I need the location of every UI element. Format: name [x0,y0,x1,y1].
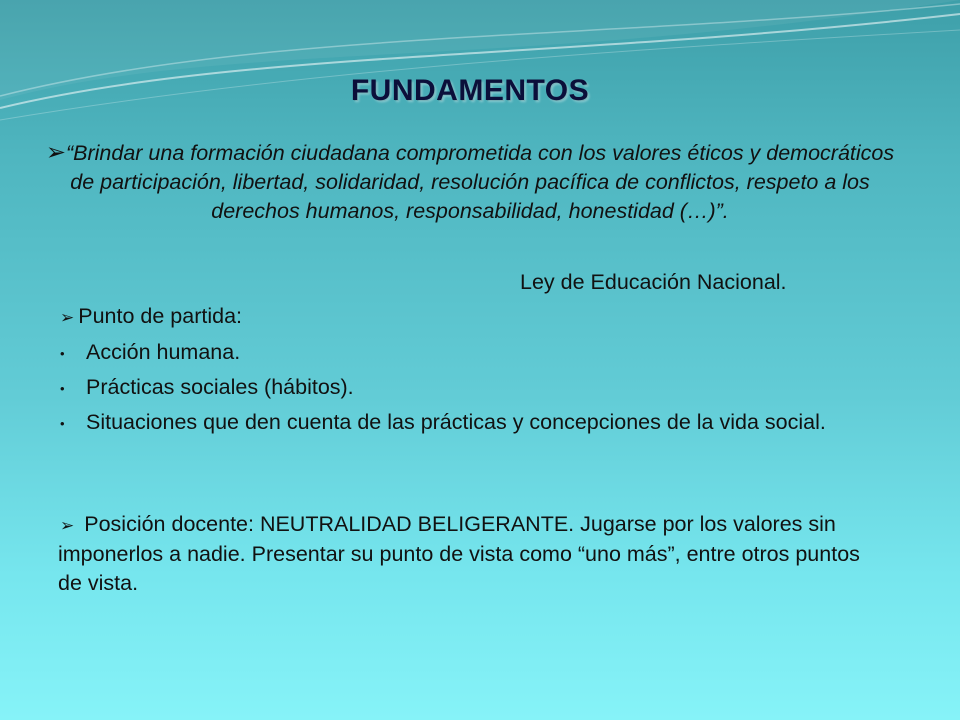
list-item [60,373,354,403]
list-item [60,338,240,368]
list-item [58,408,888,438]
bullet-icon: • [60,380,65,396]
arrow-bullet-icon: ➢ [60,308,75,327]
bullet-icon: • [60,415,65,431]
position-text: Posición docente: NEUTRALIDAD BELIGERANTE. Jugarse por los valores sin imponerlos a nadie. Presentar su punto de vista como “uno más”, entre otros puntos de vista. [58,512,860,595]
start-point-heading [60,302,242,332]
quote-text: “Brindar una formación ciudadana comprometida con los valores éticos y democráticos de participación, libertad, solidaridad, resolución pacífica de conflictos, respeto a los derechos humanos, responsabilidad, honestidad (…)”. [65,141,895,223]
list-item-text: Prácticas sociales (hábitos). [86,375,354,399]
slide-title: FUNDAMENTOS [350,74,590,107]
start-point-label: Punto de partida: [78,304,243,328]
arrow-bullet-icon: ➢ [45,139,66,166]
list-item-text: Acción humana. [86,340,241,364]
quote-block [40,138,900,226]
list-item-text: Situaciones que den cuenta de las prácticas y concepciones de la vida social. [86,410,826,434]
bullet-icon: • [60,345,65,361]
position-paragraph [58,510,888,598]
quote-source: Ley de Educación Nacional. [520,270,787,294]
decorative-swoosh [0,0,960,140]
arrow-bullet-icon: ➢ [60,516,75,535]
